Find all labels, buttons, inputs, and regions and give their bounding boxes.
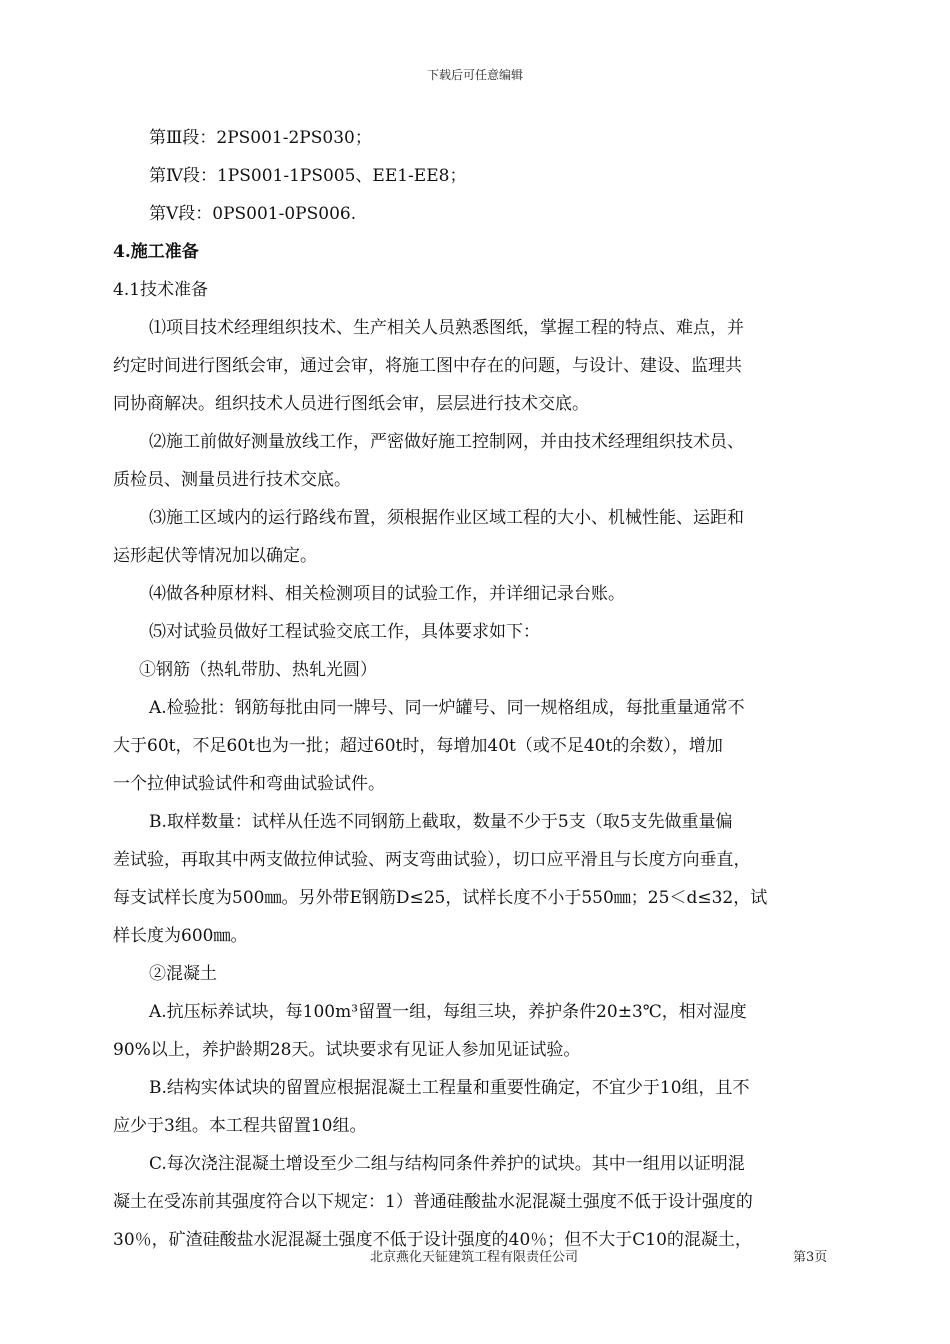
paragraph-line: 应少于3组。本工程共留置10组。 [113, 1116, 367, 1136]
paragraph-line: 质检员、测量员进行技术交底。 [113, 470, 351, 490]
paragraph-line: ⑴项目技术经理组织技术、生产相关人员熟悉图纸，掌握工程的特点、难点，并 [149, 318, 744, 338]
paragraph-line: ⑷做各种原材料、相关检测项目的试验工作，并详细记录台账。 [149, 584, 625, 604]
paragraph-line: 样长度为600㎜。 [113, 926, 248, 946]
paragraph-line: ⑵施工前做好测量放线工作，严密做好施工控制网，并由技术经理组织技术员、 [149, 432, 744, 452]
paragraph-line: A.检验批：钢筋每批由同一牌号、同一炉罐号、同一规格组成，每批重量通常不 [149, 698, 745, 718]
paragraph-line: 大于60t，不足60t也为一批；超过60t时，每增加40t（或不足40t的余数），增加 [113, 736, 723, 756]
paragraph-line: 90%以上，养护龄期28天。试块要求有见证人参加见证试验。 [113, 1040, 581, 1060]
footer-page-number: 第3页 [793, 1250, 828, 1265]
paragraph-line: 每支试样长度为500㎜。另外带E钢筋D≤25，试样长度不小于550㎜；25＜d≤32，试 [113, 888, 768, 908]
footer-company-name: 北京燕化天钲建筑工程有限责任公司 [370, 1250, 579, 1265]
paragraph-line: A.抗压标养试块，每100m³留置一组，每组三块，养护条件20±3℃，相对湿度 [149, 1002, 747, 1022]
paragraph-line: B.取样数量：试样从任选不同钢筋上截取，数量不少于5支（取5支先做重量偏 [149, 812, 733, 832]
paragraph-line: 约定时间进行图纸会审，通过会审，将施工图中存在的问题，与设计、建设、监理共 [113, 356, 742, 376]
paragraph-line: 凝土在受冻前其强度符合以下规定：1）普通硅酸盐水泥混凝土强度不低于设计强度的 [113, 1192, 753, 1212]
paragraph-line: 30％，矿渣硅酸盐水泥混凝土强度不低于设计强度的40％；但不大于C10的混凝土， [113, 1230, 752, 1250]
item-heading-concrete: ②混凝土 [149, 964, 217, 984]
paragraph-line: ⑸对试验员做好工程试验交底工作，具体要求如下： [149, 622, 540, 642]
section-line-V: 第Ⅴ段：0PS001-0PS006. [149, 204, 357, 224]
paragraph-line: ⑶施工区域内的运行路线布置，须根据作业区域工程的大小、机械性能、运距和 [149, 508, 744, 528]
section-heading-construction-preparation: 4.施工准备 [113, 242, 199, 262]
paragraph-line: C.每次浇注混凝土增设至少二组与结构同条件养护的试块。其中一组用以证明混 [149, 1154, 745, 1174]
paragraph-line: B.结构实体试块的留置应根据混凝土工程量和重要性确定，不宜少于10组，且不 [149, 1078, 750, 1098]
document-body [113, 119, 853, 1259]
item-heading-rebar: ①钢筋（热轧带肋、热轧光圆） [139, 660, 377, 680]
section-line-IV: 第Ⅳ段：1PS001-1PS005、EE1-EE8； [149, 166, 467, 186]
section-line-III: 第Ⅲ段：2PS001-2PS030； [149, 128, 372, 148]
subsection-heading-technical-preparation: 4.1技术准备 [113, 280, 209, 300]
paragraph-line: 运形起伏等情况加以确定。 [113, 546, 317, 566]
page-header-note: 下载后可任意编辑 [426, 68, 523, 82]
paragraph-line: 一个拉伸试验试件和弯曲试验试件。 [113, 774, 385, 794]
paragraph-line: 差试验，再取其中两支做拉伸试验、两支弯曲试验），切口应平滑且与长度方向垂直， [113, 850, 751, 870]
paragraph-line: 同协商解决。组织技术人员进行图纸会审，层层进行技术交底。 [113, 394, 589, 414]
